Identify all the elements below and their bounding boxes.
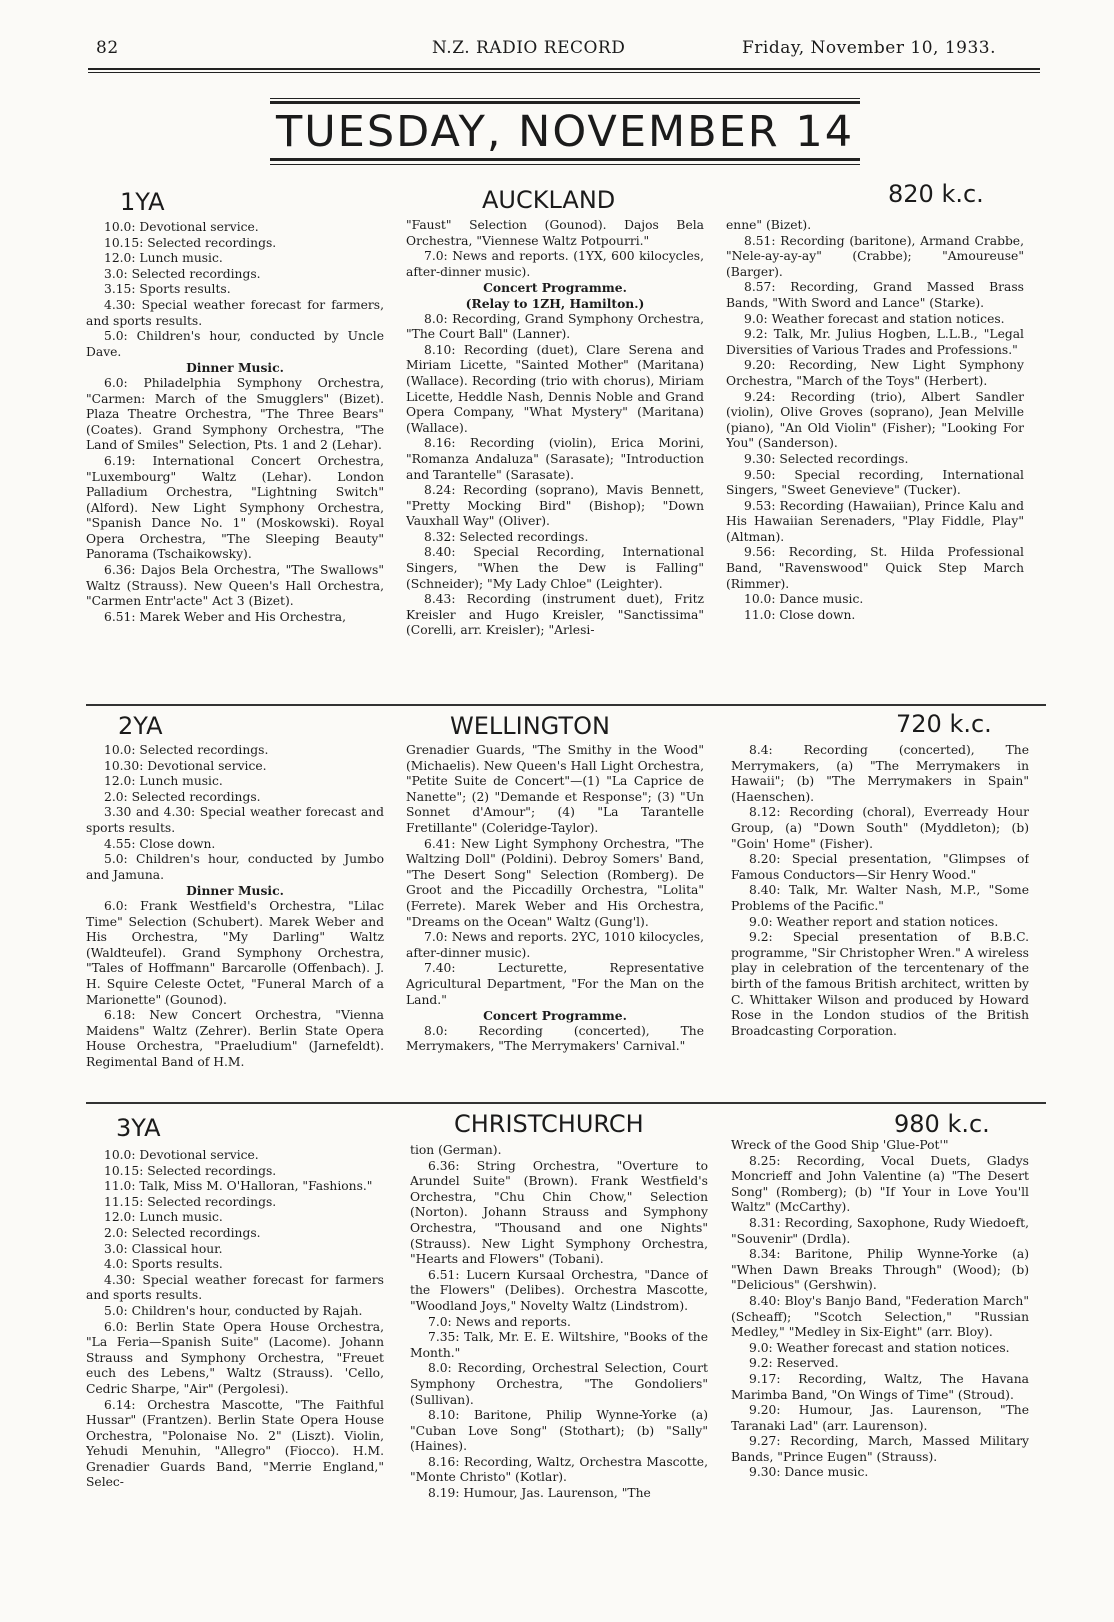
- schedule-entry: 7.35: Talk, Mr. E. E. Wiltshire, "Books of the Month.": [410, 1330, 708, 1360]
- schedule-entry: 8.0: Recording, Orchestral Selection, Court Symphony Orchestra, "The Gondoliers" (Sullivan).: [410, 1361, 708, 1407]
- station-call-sign: 3YA: [116, 1114, 161, 1142]
- schedule-entry: 7.0: News and reports. 2YC, 1010 kilocycles, after-dinner music).: [406, 930, 704, 960]
- schedule-entry: 9.56: Recording, St. Hilda Professional Band, "Ravenswood" Quick Step March (Rimmer).: [726, 545, 1024, 591]
- schedule-column: [726, 218, 1024, 695]
- schedule-entry: 7.40: Lecturette, Representative Agricultural Department, "For the Man on the Land.": [406, 961, 704, 1007]
- schedule-entry: 4.30: Special weather forecast for farmers, and sports results.: [86, 297, 384, 328]
- schedule-entry: tion (German).: [410, 1143, 502, 1157]
- schedule-entry: 9.2: Talk, Mr. Julius Hogben, L.L.B., "Legal Diversities of Various Trades and Professions.": [726, 327, 1024, 357]
- schedule-entry: 6.36: String Orchestra, "Overture to Arundel Suite" (Brown). Frank Westfield's Orchestra, "Chu Chin Chow," Selection (Norton). Johann Strauss and Symphony Orchestra, "Thousand and one Nights" (Strauss). New Light Symphony Orchestra, "Hearts and Flowers" (Tobani).: [410, 1158, 708, 1267]
- schedule-entry: 6.0: Frank Westfield's Orchestra, "Lilac Time" Selection (Schubert). Marek Weber and His Orchestra, "My Darling" Waltz (Waldteufel). Grand Symphony Orchestra, "Tales of Hoffmann" Barcarolle (Offenbach). J. H. Squire Celeste Octet, "Funeral March of a Marionette" (Gounod).: [86, 898, 384, 1007]
- schedule-entry: 4.30: Special weather forecast for farmers and sports results.: [86, 1272, 384, 1303]
- schedule-entry: "Faust" Selection (Gounod). Dajos Bela Orchestra, "Viennese Waltz Potpourri.": [406, 218, 704, 248]
- schedule-entry: 9.27: Recording, March, Massed Military Bands, "Prince Eugen" (Strauss).: [731, 1434, 1029, 1464]
- schedule-entry: 8.43: Recording (instrument duet), Fritz Kreisler and Hugo Kreisler, "Sanctissima" (Corelli, arr. Kreisler); "Arlesi-: [406, 592, 704, 638]
- schedule-entry: 7.0: News and reports. (1YX, 600 kilocycles, after-dinner music).: [406, 249, 704, 279]
- header-rule-thin: [88, 72, 1040, 73]
- schedule-entry: 8.40: Special Recording, International Singers, "When the Dew is Falling" (Schneider); "My Lady Chloe" (Leighter).: [406, 545, 704, 591]
- schedule-entry: 9.2: Special presentation of B.B.C. programme, "Sir Christopher Wren." A wireless play in celebration of the tercentenary of the birth of the famous British architect, written by C. Whittaker Wilson and produced by Howard Rose in the London studios of the British Broadcasting Corporation.: [731, 930, 1029, 1038]
- header-rule: [88, 68, 1040, 70]
- schedule-entry: 8.19: Humour, Jas. Laurenson, "The: [428, 1486, 651, 1501]
- schedule-entry: 3.0: Classical hour.: [104, 1241, 223, 1256]
- schedule-entry: 8.57: Recording, Grand Massed Brass Bands, "With Sword and Lance" (Starke).: [726, 280, 1024, 310]
- schedule-entry: 11.15: Selected recordings.: [104, 1194, 277, 1209]
- schedule-entry: 9.24: Recording (trio), Albert Sandler (violin), Olive Groves (soprano), Jean Melville (piano), "An Old Violin" (Fisher); "Looking For You" (Sanderson).: [726, 389, 1024, 451]
- schedule-subheading: Dinner Music.: [186, 883, 284, 899]
- schedule-entry: 10.0: Selected recordings.: [104, 743, 269, 757]
- schedule-entry: 8.16: Recording, Waltz, Orchestra Mascotte, "Monte Christo" (Kotlar).: [410, 1454, 708, 1485]
- schedule-entry: 9.20: Recording, New Light Symphony Orchestra, "March of the Toys" (Herbert).: [726, 358, 1024, 388]
- schedule-entry: 8.31: Recording, Saxophone, Rudy Wiedoeft, "Souvenir" (Drdla).: [731, 1215, 1029, 1246]
- schedule-entry: 8.0: Recording, Grand Symphony Orchestra, "The Court Ball" (Lanner).: [406, 311, 704, 342]
- title-rule-top-thick: [270, 101, 860, 104]
- schedule-entry: 6.51: Lucern Kursaal Orchestra, "Dance of the Flowers" (Delibes). Orchestra Mascotte, "Woodland Joys," Novelty Waltz (Lindstrom).: [410, 1267, 708, 1313]
- schedule-column: [86, 220, 384, 695]
- schedule-entry: 9.20: Humour, Jas. Laurenson, "The Taranaki Lad" (arr. Laurenson).: [731, 1403, 1029, 1433]
- schedule-entry: 9.0: Weather report and station notices.: [749, 914, 999, 929]
- schedule-subheading: Concert Programme.: [483, 1008, 627, 1024]
- schedule-entry: 4.55: Close down.: [104, 836, 216, 851]
- schedule-entry: 10.0: Devotional service.: [104, 1148, 259, 1162]
- schedule-entry: 8.10: Baritone, Philip Wynne-Yorke (a) "Cuban Love Song" (Stothart); (b) "Sally" (Haines).: [410, 1408, 708, 1454]
- schedule-entry: 6.14: Orchestra Mascotte, "The Faithful Hussar" (Frantzen). Berlin State Opera House Orchestra, "Polonaise No. 2" (Liszt). Violin, Yehudi Menuhin, "Allegro" (Fiocco). H.M. Grenadier Guards Band, "Merrie England," Selec-: [86, 1397, 384, 1490]
- schedule-entry: 9.30: Selected recordings.: [744, 451, 909, 466]
- schedule-entry: 8.40: Talk, Mr. Walter Nash, M.P., "Some Problems of the Pacific.": [731, 883, 1029, 913]
- schedule-entry: 6.0: Berlin State Opera House Orchestra, "La Feria—Spanish Suite" (Lacome). Johann Strauss and Symphony Orchestra, "Freuet euch des Lebens," Waltz (Strauss). 'Cello, Cedric Sharpe, "Air" (Pergolesi).: [86, 1319, 384, 1396]
- schedule-entry: 8.25: Recording, Vocal Duets, Gladys Moncrieff and John Valentine (a) "The Desert Song" (Romberg); (b) "If Your in Love You'll Waltz" (McCarthy).: [731, 1153, 1029, 1215]
- schedule-entry: 6.18: New Concert Orchestra, "Vienna Maidens" Waltz (Zehrer). Berlin State Opera House Orchestra, "Praeludium" (Jarnefeldt). Regimental Band of H.M.: [86, 1008, 384, 1069]
- schedule-entry: 12.0: Lunch music.: [104, 774, 223, 789]
- schedule-entry: 8.20: Special presentation, "Glimpses of Famous Conductors—Sir Henry Wood.": [731, 852, 1029, 882]
- station-city: WELLINGTON: [450, 712, 610, 740]
- schedule-entry: 8.12: Recording (choral), Everready Hour Group, (a) "Down South" (Myddleton); (b) "Goin' Home" (Fisher).: [731, 805, 1029, 851]
- schedule-entry: 9.17: Recording, Waltz, The Havana Marimba Band, "On Wings of Time" (Stroud).: [731, 1371, 1029, 1402]
- schedule-entry: 9.30: Dance music.: [749, 1465, 869, 1480]
- schedule-column: [410, 1143, 708, 1616]
- schedule-entry: 5.0: Children's hour, conducted by Jumbo and Jamuna.: [86, 852, 384, 882]
- schedule-entry: 10.15: Selected recordings.: [104, 235, 277, 250]
- schedule-entry: 5.0: Children's hour, conducted by Uncle Dave.: [86, 329, 384, 359]
- schedule-subheading: Dinner Music.: [186, 360, 284, 376]
- schedule-entry: 11.0: Close down.: [744, 607, 856, 622]
- station-frequency: 720 k.c.: [896, 710, 992, 738]
- schedule-entry: 2.0: Selected recordings.: [104, 1225, 261, 1240]
- title-rule-bottom: [270, 164, 860, 165]
- schedule-column: [731, 1138, 1029, 1616]
- schedule-entry: 8.0: Recording (concerted), The Merrymakers, "The Merrymakers' Carnival.": [406, 1023, 704, 1054]
- schedule-entry: 6.0: Philadelphia Symphony Orchestra, "Carmen: March of the Smugglers" (Bizet). Plaza Theatre Orchestra, "The Three Bears" (Coates). Grand Symphony Orchestra, "The Land of Smiles" Selection, Pts. 1 and 2 (Lehar).: [86, 375, 384, 453]
- schedule-entry: 12.0: Lunch music.: [104, 1210, 223, 1225]
- schedule-entry: 8.40: Bloy's Banjo Band, "Federation March" (Scheaff); "Scotch Selection," "Russian Medley," "Medley in Six-Eight" (arr. Bloy).: [731, 1293, 1029, 1340]
- schedule-entry: 2.0: Selected recordings.: [104, 789, 261, 804]
- schedule-entry: 7.0: News and reports.: [428, 1314, 571, 1329]
- station-frequency: 820 k.c.: [888, 180, 984, 208]
- schedule-entry: 6.51: Marek Weber and His Orchestra,: [104, 609, 347, 624]
- schedule-entry: 9.2: Reserved.: [749, 1356, 839, 1371]
- schedule-entry: 8.51: Recording (baritone), Armand Crabbe, "Nele-ay-ay-ay" (Crabbe); "Amoureuse" (Barger).: [726, 233, 1024, 279]
- schedule-entry: enne" (Bizet).: [726, 218, 812, 232]
- schedule-column: [86, 1148, 384, 1616]
- schedule-column: [731, 743, 1029, 1093]
- schedule-entry: 3.0: Selected recordings.: [104, 266, 261, 281]
- schedule-entry: 8.24: Recording (soprano), Mavis Bennett, "Pretty Mocking Bird" (Bishop); "Down Vauxhall Way" (Oliver).: [406, 483, 704, 529]
- schedule-entry: 8.4: Recording (concerted), The Merrymakers, (a) "The Merrymakers in Hawaii"; (b) "The Merrymakers in Spain" (Haenschen).: [731, 743, 1029, 804]
- page-title: TUESDAY, NOVEMBER 14: [275, 107, 855, 157]
- schedule-column: [406, 743, 704, 1093]
- schedule-entry: 10.15: Selected recordings.: [104, 1163, 277, 1178]
- station-call-sign: 1YA: [120, 188, 165, 216]
- schedule-entry: 8.32: Selected recordings.: [424, 529, 589, 544]
- schedule-entry: 8.16: Recording (violin), Erica Morini, "Romanza Andaluza" (Sarasate); "Introduction and Tarantelle" (Sarasate).: [406, 436, 704, 482]
- schedule-entry: 3.30 and 4.30: Special weather forecast and sports results.: [86, 805, 384, 835]
- schedule-entry: 6.41: New Light Symphony Orchestra, "The Waltzing Doll" (Poldini). Debroy Somers' Band, "The Desert Song" Selection (Romberg). De Groot and the Piccadilly Orchestra, "Lolita" (Ferrete). Marek Weber and His Orchestra, "Dreams on the Ocean" Waltz (Gung'l).: [406, 836, 704, 929]
- section-divider: [86, 1102, 1046, 1104]
- schedule-subheading: Concert Programme.: [483, 280, 627, 296]
- schedule-entry: 9.0: Weather forecast and station notices.: [749, 1340, 1010, 1355]
- schedule-column: [86, 743, 384, 1093]
- title-rule-top: [270, 98, 860, 99]
- publication-name: N.Z. RADIO RECORD: [432, 38, 626, 58]
- schedule-subheading: (Relay to 1ZH, Hamilton.): [465, 295, 645, 311]
- schedule-entry: 12.0: Lunch music.: [104, 251, 223, 266]
- issue-date: Friday, November 10, 1933.: [742, 38, 997, 58]
- schedule-entry: Grenadier Guards, "The Smithy in the Wood" (Michaelis). New Queen's Hall Light Orchestra, "Petite Suite de Concert"—(1) "La Caprice de Nanette"; (2) "Demande et Response"; (3) "Un Sonnet d'Amour"; (4) "La Tarantelle Fretillante" (Coleridge-Taylor).: [406, 743, 704, 835]
- schedule-entry: 10.0: Dance music.: [744, 592, 864, 607]
- schedule-entry: 8.10: Recording (duet), Clare Serena and Miriam Licette, "Sainted Mother" (Maritana) (Wallace). Recording (trio with chorus), Miriam Licette, Heddle Nash, Dennis Noble and Grand Opera Company, "What Mystery" (Maritana) (Wallace).: [406, 342, 704, 435]
- schedule-entry: 5.0: Children's hour, conducted by Rajah.: [104, 1303, 363, 1318]
- station-frequency: 980 k.c.: [894, 1110, 990, 1138]
- section-divider: [86, 704, 1046, 706]
- station-city: CHRISTCHURCH: [454, 1110, 644, 1138]
- schedule-entry: 6.36: Dajos Bela Orchestra, "The Swallows" Waltz (Strauss). New Queen's Hall Orchestra, "Carmen Entr'acte" Act 3 (Bizet).: [86, 563, 384, 609]
- schedule-entry: Wreck of the Good Ship 'Glue-Pot'": [731, 1138, 949, 1152]
- schedule-entry: 10.30: Devotional service.: [104, 758, 267, 773]
- schedule-entry: 11.0: Talk, Miss M. O'Halloran, "Fashions.": [104, 1179, 373, 1194]
- schedule-entry: 6.19: International Concert Orchestra, "Luxembourg" Waltz (Lehar). London Palladium Orchestra, "Lightning Switch" (Alford). New Light Symphony Orchestra, "Spanish Dance No. 1" (Moskowski). Royal Opera Orchestra, "The Sleeping Beauty" Panorama (Tschaikowsky).: [86, 453, 384, 562]
- schedule-entry: 8.34: Baritone, Philip Wynne-Yorke (a) "When Dawn Breaks Through" (Wood); (b) "Delicious" (Gershwin).: [731, 1247, 1029, 1293]
- schedule-column: [406, 218, 704, 695]
- schedule-entry: 9.50: Special recording, International Singers, "Sweet Genevieve" (Tucker).: [726, 467, 1024, 498]
- schedule-entry: 9.53: Recording (Hawaiian), Prince Kalu and His Hawaiian Serenaders, "Play Fiddle, Play" (Altman).: [726, 498, 1024, 544]
- schedule-entry: 3.15: Sports results.: [104, 282, 231, 297]
- station-city: AUCKLAND: [482, 186, 616, 214]
- schedule-entry: 10.0: Devotional service.: [104, 220, 259, 234]
- schedule-entry: 9.0: Weather forecast and station notices.: [744, 311, 1005, 326]
- station-call-sign: 2YA: [118, 712, 163, 740]
- page-number: 82: [96, 38, 119, 58]
- title-rule-bottom-thick: [270, 158, 860, 161]
- schedule-entry: 4.0: Sports results.: [104, 1257, 223, 1272]
